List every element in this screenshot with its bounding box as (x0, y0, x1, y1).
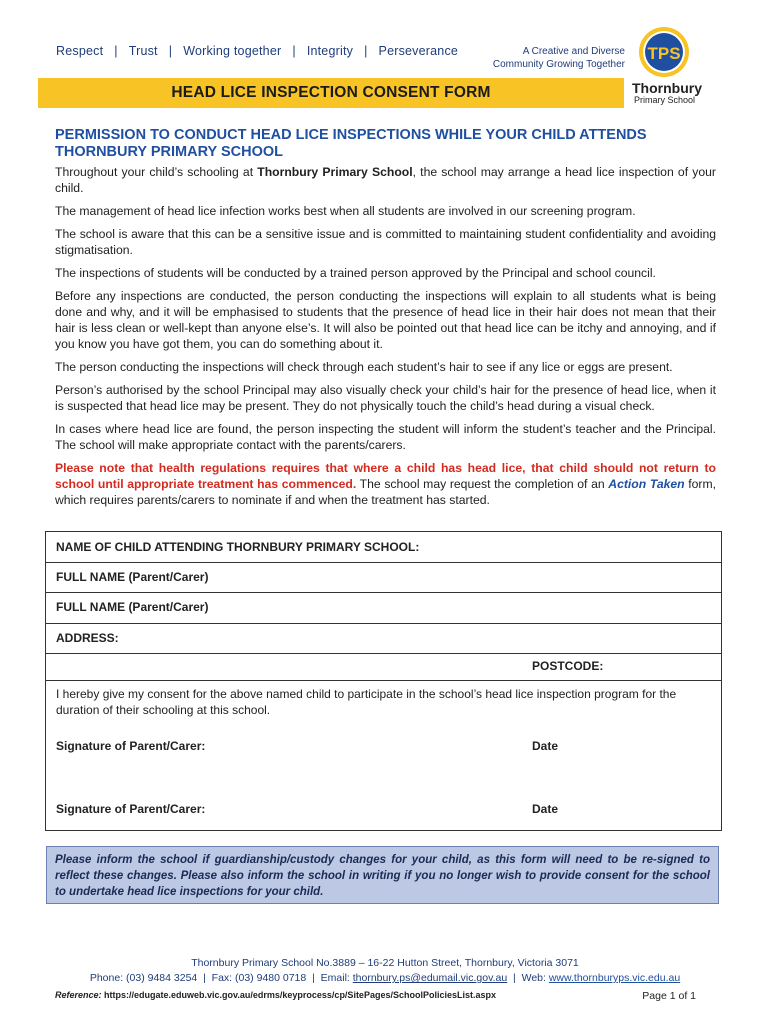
paragraph-2: The management of head lice infection works best when all students are involved in our screening program. (55, 204, 636, 218)
footer-address: Thornbury Primary School No.3889 – 16-22 Hutton Street, Thornbury, Victoria 3071 (191, 957, 579, 969)
paragraph-5: Before any inspections are conducted, the person conducting the inspections will explain to all students what is being done and why, and it will be emphasised to students that the presence of head lice in their hair does not mean that their hair is less clean or well-kept than anyone else’s. It will also be pointed out that head lice can be itchy and annoying, and if you know you have got them, you can do something about it. (55, 289, 716, 351)
footer-reference (55, 990, 496, 1000)
child-name-label: NAME OF CHILD ATTENDING THORNBURY PRIMARY SCHOOL: (56, 540, 420, 554)
tagline-line-2: Community Growing Together (492, 59, 625, 70)
separator: | (168, 44, 173, 58)
logo-letters: TPS (647, 44, 681, 63)
paragraph-8: In cases where head lice are found, the person inspecting the student will inform the student’s teacher and the Principal. The school will make appropriate contact with the parents/carers. (55, 422, 716, 452)
school-values (56, 44, 458, 58)
p1-school-name: Thornbury Primary School (257, 165, 413, 179)
paragraph-1 (55, 164, 716, 196)
health-regulation-warning: Please note that health regulations requires that where a child has head lice, that child should not return to school until appropriate treatment has commenced. (55, 461, 716, 491)
footer-email-link[interactable]: thornbury.ps@edumail.vic.gov.au (352, 972, 508, 984)
parent-name-row-2[interactable] (46, 592, 721, 624)
date-label-2[interactable]: Date (532, 802, 559, 816)
paragraph-7: Person’s authorised by the school Principal may also visually check your child’s hair for the presence of head lice, when it is suspected that head lice may be present. They do not physically touch the child’s head during a visual check. (55, 383, 716, 413)
postcode-row[interactable] (46, 653, 721, 681)
p9-mid: The school may request the completion of an (356, 477, 609, 491)
body-text (55, 164, 716, 515)
guardianship-notice: Please inform the school if guardianship/custody changes for your child, as this form will need to be re-signed to reflect these changes. Please also inform the school in writing if you no longer wish to provide consent for the school to undertake head lice inspections for your child. (46, 846, 719, 904)
paragraph-3: The school is aware that this can be a sensitive issue and is committed to maintaining student confidentiality and avoiding stigmatisation. (55, 227, 716, 257)
separator: | (312, 972, 315, 984)
address-row[interactable] (46, 623, 721, 654)
separator: | (513, 972, 516, 984)
consent-form-table (45, 531, 722, 831)
consent-statement: I hereby give my consent for the above named child to participate in the school’s head lice inspection program for the duration of their schooling at this school. (56, 687, 677, 717)
footer-email-label: Email: (320, 972, 353, 984)
tagline-line-1: A Creative and Diverse (522, 46, 625, 57)
footer-phone: Phone: (03) 9484 3254 (89, 972, 198, 984)
value-perseverance: Perseverance (378, 44, 459, 58)
page-number: Page 1 of 1 (642, 990, 696, 1002)
value-respect: Respect (56, 44, 104, 58)
action-taken-form-name: Action Taken (608, 477, 685, 491)
value-trust: Trust (128, 44, 158, 58)
signature-label-2[interactable]: Signature of Parent/Carer: (56, 802, 206, 816)
footer-web-link[interactable]: www.thornburyps.vic.edu.au (548, 972, 681, 984)
separator: | (364, 44, 368, 58)
heading-line-2: THORNBURY PRIMARY SCHOOL (55, 144, 283, 160)
heading-line-1: PERMISSION TO CONDUCT HEAD LICE INSPECTIONS WHILE YOUR CHILD ATTENDS (55, 127, 647, 143)
paragraph-9 (55, 460, 716, 508)
value-working-together: Working together (183, 44, 282, 58)
parent-name-label-2: FULL NAME (Parent/Carer) (56, 600, 209, 614)
parent-name-label-1: FULL NAME (Parent/Carer) (56, 570, 209, 584)
footer-fax: Fax: (03) 9480 0718 (211, 972, 307, 984)
paragraph-4: The inspections of students will be conducted by a trained person approved by the Principal and school council. (55, 266, 656, 280)
section-heading (55, 127, 715, 161)
child-name-row[interactable] (46, 532, 721, 563)
logo-school-name: Thornbury (632, 80, 702, 96)
date-label-1[interactable]: Date (532, 739, 559, 753)
p9-post: form, which requires parents/carers to nominate if and when the treatment has started. (55, 477, 717, 507)
postcode-label: POSTCODE: (532, 659, 604, 673)
consent-signature-section (46, 680, 721, 830)
separator: | (292, 44, 296, 58)
parent-name-row-1[interactable] (46, 562, 721, 593)
p1-post: , the school may arrange a head lice inspection of your child. (55, 165, 716, 195)
footer-contact (0, 972, 770, 984)
reference-label: Reference: (55, 990, 102, 1000)
address-label: ADDRESS: (56, 631, 119, 645)
value-integrity: Integrity (306, 44, 354, 58)
paragraph-6: The person conducting the inspections will check through each student’s hair to see if any lice or eggs are present. (55, 360, 673, 374)
signature-label-1[interactable]: Signature of Parent/Carer: (56, 739, 206, 753)
school-tagline (480, 45, 625, 71)
logo-school-subtitle: Primary School (634, 95, 696, 105)
reference-url[interactable]: https://edugate.eduweb.vic.gov.au/edrms/keyprocess/cp/SitePages/SchoolPoliciesList.aspx (101, 990, 496, 1000)
footer-web-label: Web: (521, 972, 549, 984)
form-title: HEAD LICE INSPECTION CONSENT FORM (38, 78, 624, 108)
separator: | (114, 44, 118, 58)
p1-pre: Throughout your child’s schooling at (55, 165, 258, 179)
separator: | (203, 972, 206, 984)
